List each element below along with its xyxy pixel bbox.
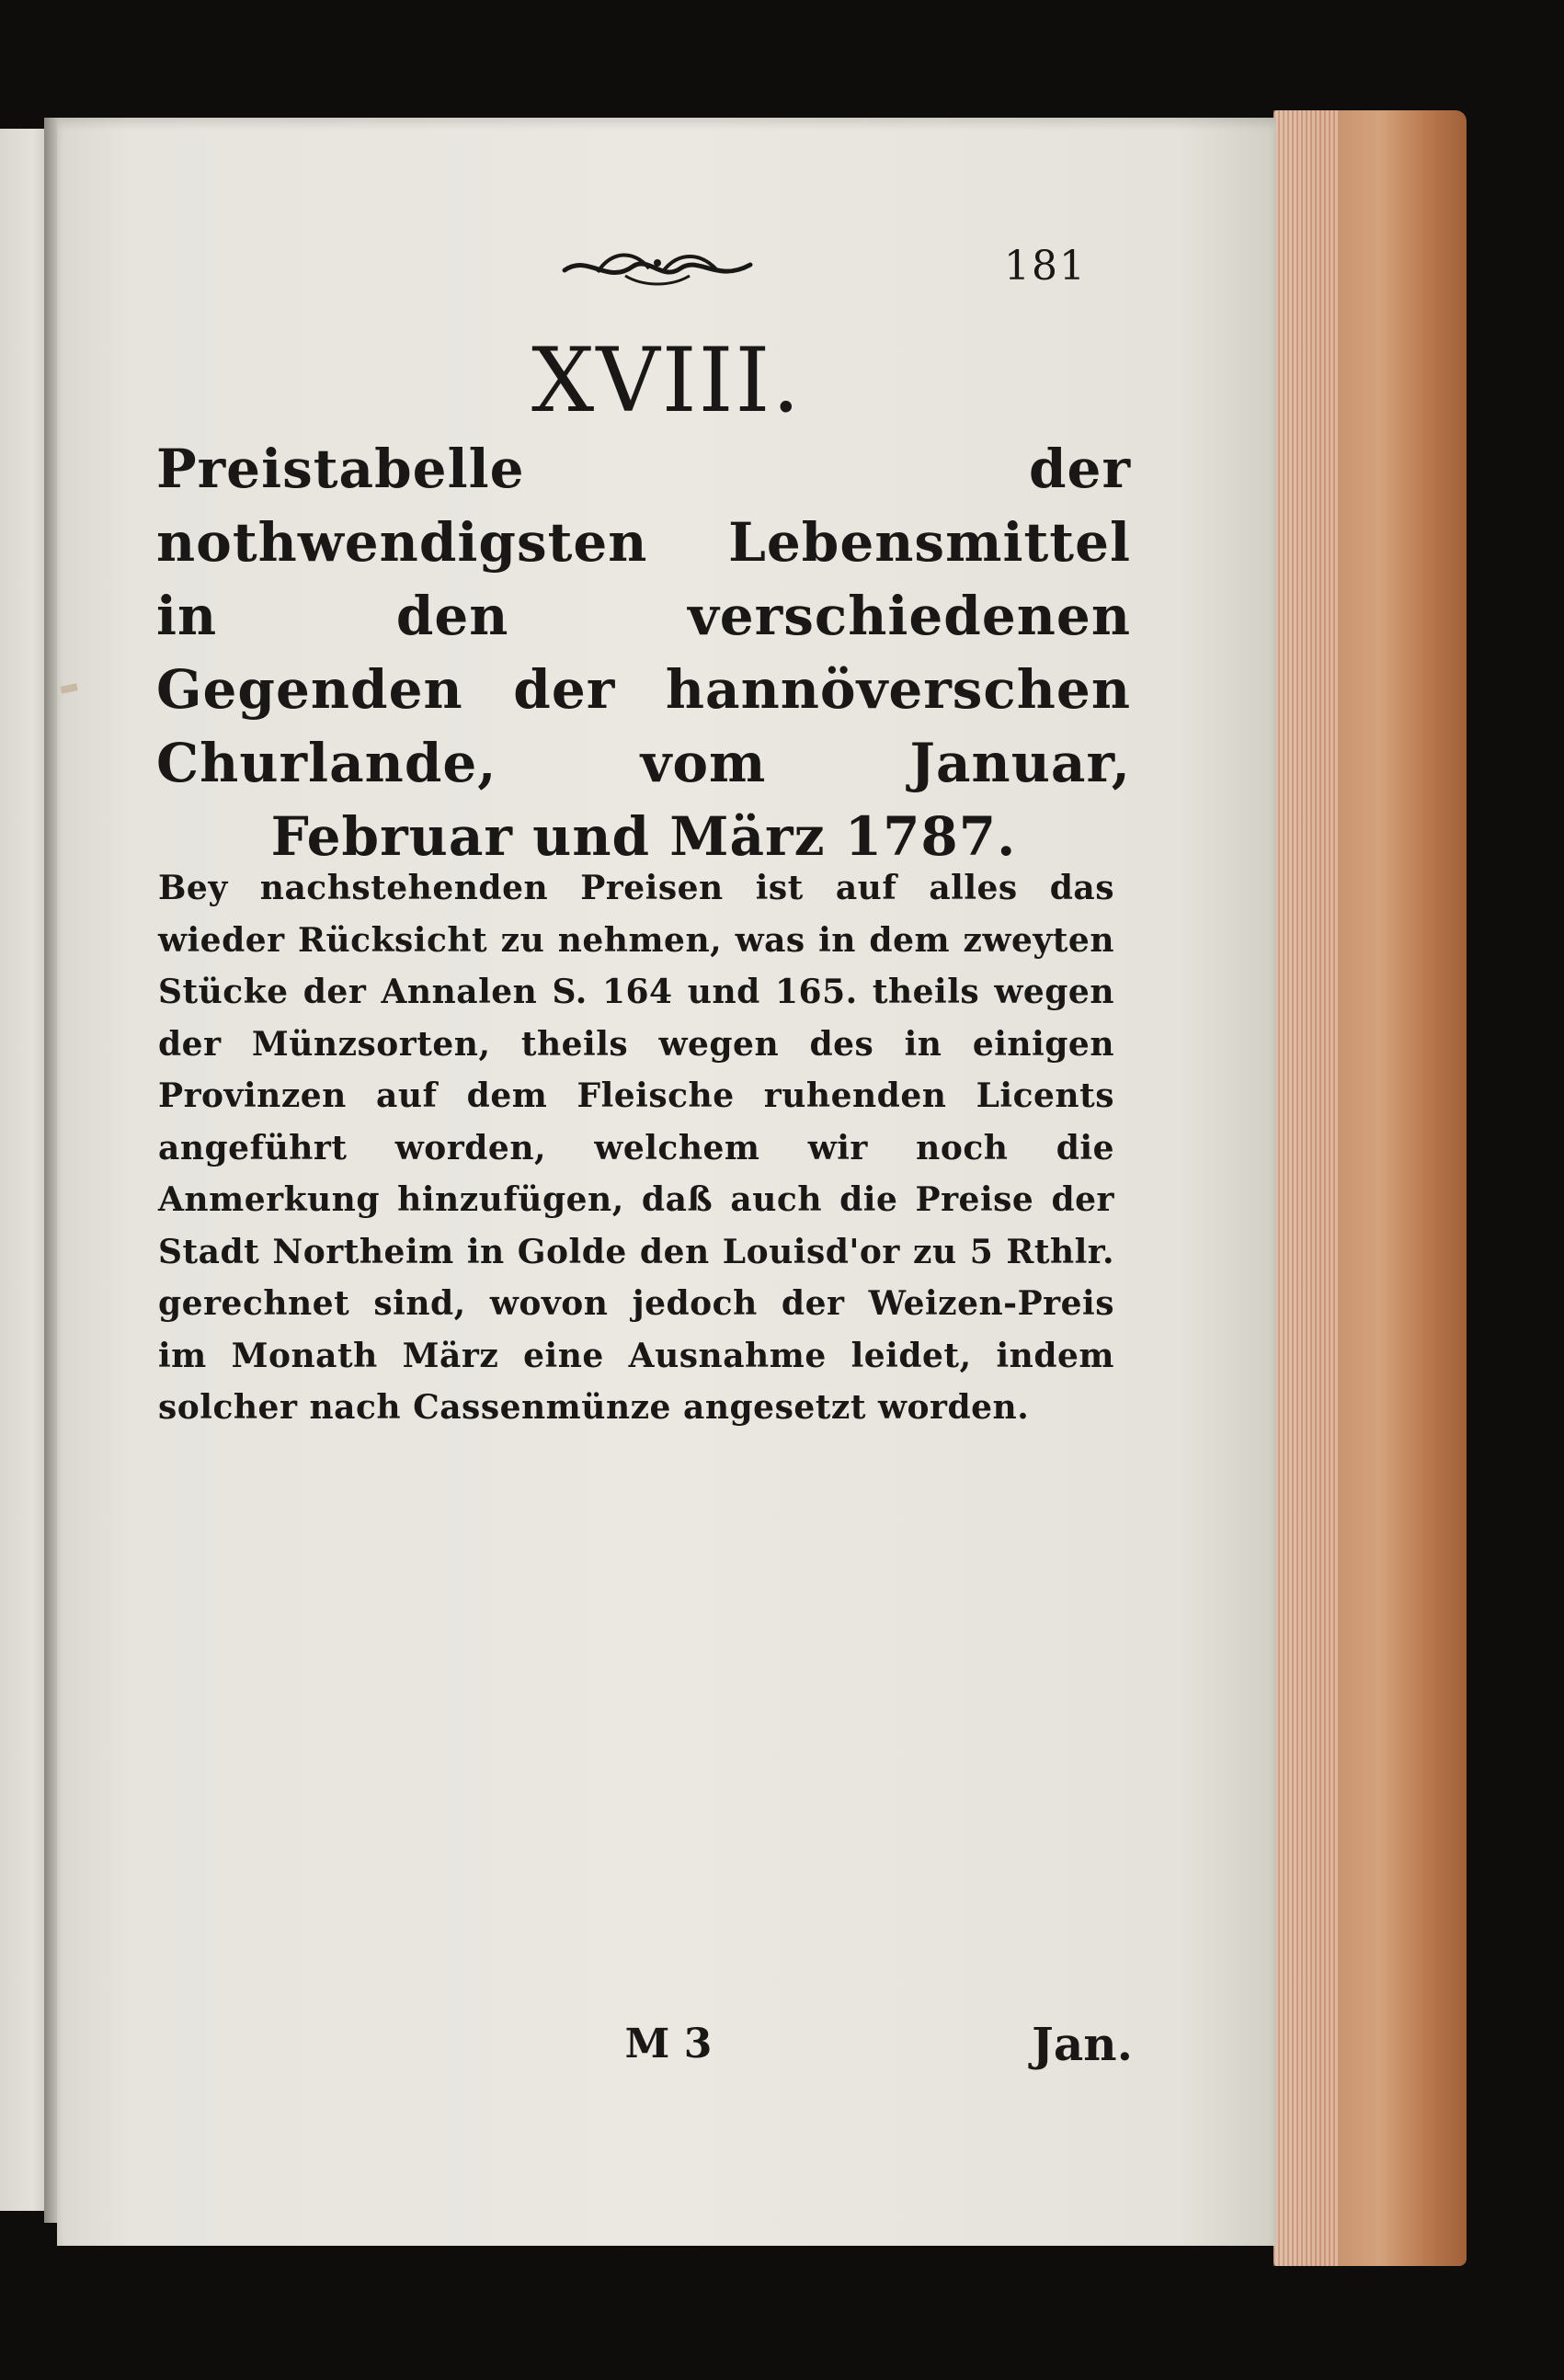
chapter-title: Preistabelle der nothwendigsten Lebensmittel in den verschiedenen Gegenden der hannöverschen Churlande, vom Januar, Februar und März 1787. <box>156 438 1131 868</box>
page-content <box>57 118 1276 2246</box>
signature-mark: M 3 <box>624 2021 713 2067</box>
body-paragraph: Bey nachstehenden Preisen ist auf alles das wieder Rücksicht zu nehmen, was in dem zweyten Stücke der Annalen S. 164 und 165. theils wegen der Münzsorten, theils wegen des in einigen Provinzen auf dem Fleische ruhenden Licents angeführt worden, welchem wir noch die Anmerkung hinzufügen, daß auch die Preise der Stadt Northeim in Golde den Louisd'or zu 5 Rthlr. gerechnet sind, wovon jedoch der Weizen-Preis im Monath März eine Ausnahme leidet, indem solcher nach Cassenmünze angesetzt worden. <box>158 869 1114 1427</box>
book-fore-edge <box>1273 110 1467 2266</box>
chapter-numeral: XVIII. <box>531 329 802 432</box>
page-number: 181 <box>1004 243 1087 290</box>
header-ornament-icon <box>561 245 754 290</box>
book-page <box>57 118 1276 2246</box>
catchword: Jan. <box>1032 2017 1133 2071</box>
